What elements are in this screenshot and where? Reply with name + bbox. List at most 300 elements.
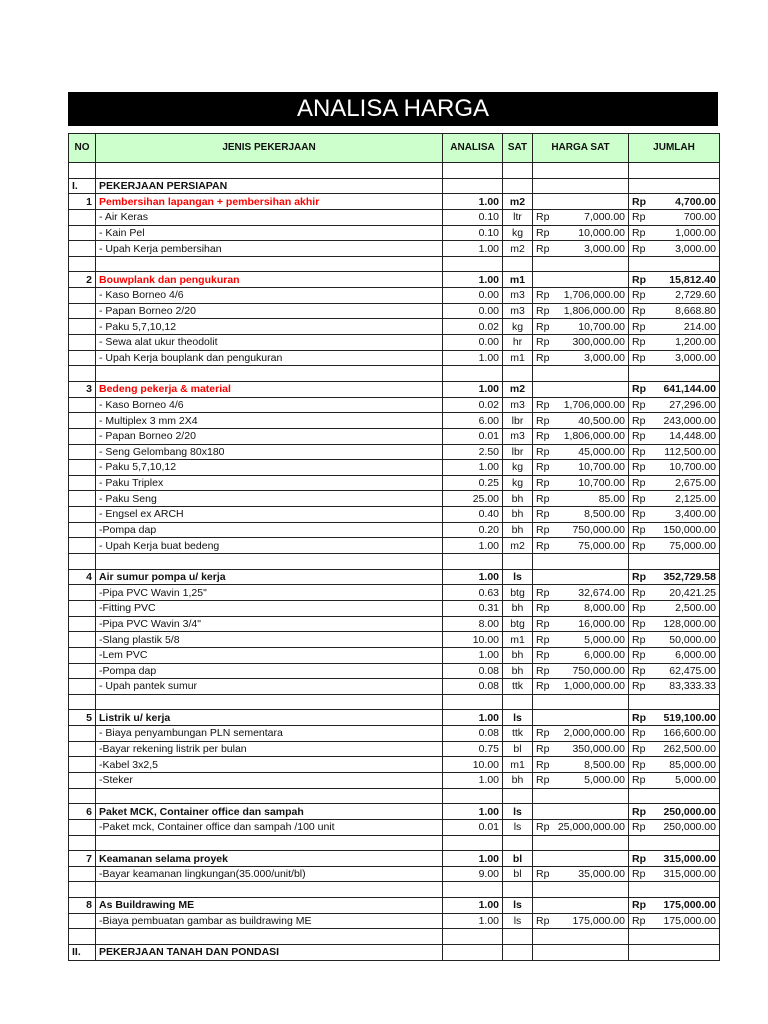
cell-jumlah[interactable] — [629, 647, 720, 663]
cell-jenis[interactable]: Air sumur pompa u/ kerja — [96, 569, 443, 585]
empty-cell[interactable] — [69, 163, 96, 179]
cell-jumlah[interactable] — [629, 600, 720, 616]
cell-analisa[interactable]: 0.00 — [443, 335, 503, 351]
cell-sat[interactable]: m1 — [503, 350, 533, 366]
empty-cell[interactable] — [69, 772, 96, 788]
empty-cell[interactable] — [443, 554, 503, 570]
cell-jumlah[interactable] — [629, 741, 720, 757]
cell-harga[interactable] — [533, 288, 629, 304]
cell-harga[interactable] — [533, 913, 629, 929]
empty-cell[interactable] — [443, 366, 503, 382]
cell-jenis[interactable]: - Biaya penyambungan PLN sementara — [96, 726, 443, 742]
cell-harga[interactable] — [533, 507, 629, 523]
cell-harga[interactable] — [533, 585, 629, 601]
cell-jumlah[interactable] — [629, 413, 720, 429]
cell-jenis[interactable]: - Multiplex 3 mm 2X4 — [96, 413, 443, 429]
empty-cell[interactable] — [443, 945, 503, 961]
empty-cell[interactable] — [443, 163, 503, 179]
empty-cell[interactable] — [533, 804, 629, 820]
cell-sat[interactable]: ls — [503, 898, 533, 914]
cell-analisa[interactable]: 8.00 — [443, 616, 503, 632]
cell-analisa[interactable]: 1.00 — [443, 772, 503, 788]
cell-harga[interactable] — [533, 319, 629, 335]
empty-cell[interactable] — [629, 882, 720, 898]
cell-jumlah[interactable] — [629, 819, 720, 835]
cell-harga[interactable] — [533, 209, 629, 225]
cell-jumlah[interactable] — [629, 397, 720, 413]
cell-jenis[interactable]: - Upah Kerja bouplank dan pengukuran — [96, 350, 443, 366]
cell-analisa[interactable]: 0.40 — [443, 507, 503, 523]
empty-cell[interactable] — [503, 835, 533, 851]
cell-jenis[interactable]: -Bayar keamanan lingkungan(35.000/unit/bl) — [96, 866, 443, 882]
cell-harga[interactable] — [533, 726, 629, 742]
cell-jumlah[interactable] — [629, 444, 720, 460]
cell-jumlah[interactable] — [629, 866, 720, 882]
empty-cell[interactable] — [503, 163, 533, 179]
cell-analisa[interactable]: 0.00 — [443, 303, 503, 319]
empty-cell[interactable] — [533, 929, 629, 945]
cell-sat[interactable]: ttk — [503, 679, 533, 695]
cell-no[interactable]: 7 — [69, 851, 96, 867]
cell-jenis[interactable]: - Upah Kerja pembersihan — [96, 241, 443, 257]
cell-jumlah[interactable] — [629, 460, 720, 476]
empty-cell[interactable] — [503, 929, 533, 945]
cell-jenis[interactable]: -Bayar rekening listrik per bulan — [96, 741, 443, 757]
empty-cell[interactable] — [629, 554, 720, 570]
cell-jenis[interactable]: - Engsel ex ARCH — [96, 507, 443, 523]
cell-sat[interactable]: kg — [503, 319, 533, 335]
empty-cell[interactable] — [69, 444, 96, 460]
cell-no[interactable]: 2 — [69, 272, 96, 288]
cell-sat[interactable]: m3 — [503, 288, 533, 304]
cell-harga[interactable] — [533, 757, 629, 773]
cell-analisa[interactable]: 9.00 — [443, 866, 503, 882]
cell-harga[interactable] — [533, 303, 629, 319]
cell-sat[interactable]: ls — [503, 913, 533, 929]
cell-jumlah[interactable] — [629, 428, 720, 444]
cell-sat[interactable]: ls — [503, 804, 533, 820]
cell-jumlah[interactable] — [629, 507, 720, 523]
cell-jenis[interactable]: - Kain Pel — [96, 225, 443, 241]
cell-harga[interactable] — [533, 225, 629, 241]
cell-jenis[interactable]: -Steker — [96, 772, 443, 788]
cell-harga[interactable] — [533, 632, 629, 648]
cell-jenis[interactable]: - Upah Kerja buat bedeng — [96, 538, 443, 554]
empty-cell[interactable] — [69, 507, 96, 523]
cell-jumlah[interactable] — [629, 303, 720, 319]
cell-harga[interactable] — [533, 491, 629, 507]
cell-analisa[interactable]: 0.00 — [443, 288, 503, 304]
cell-jenis[interactable]: Pembersihan lapangan + pembersihan akhir — [96, 194, 443, 210]
cell-sat[interactable]: bh — [503, 663, 533, 679]
cell-analisa[interactable]: 1.00 — [443, 272, 503, 288]
cell-sat[interactable]: btg — [503, 616, 533, 632]
cell-sat[interactable]: bh — [503, 507, 533, 523]
cell-analisa[interactable]: 2.50 — [443, 444, 503, 460]
cell-jumlah[interactable] — [629, 913, 720, 929]
cell-analisa[interactable]: 6.00 — [443, 413, 503, 429]
cell-sat[interactable]: m3 — [503, 397, 533, 413]
cell-jenis[interactable]: - Sewa alat ukur theodolit — [96, 335, 443, 351]
cell-no[interactable]: 1 — [69, 194, 96, 210]
empty-cell[interactable] — [503, 366, 533, 382]
cell-jenis[interactable]: -Pompa dap — [96, 522, 443, 538]
cell-jumlah[interactable] — [629, 569, 720, 585]
cell-jenis[interactable]: -Pipa PVC Wavin 1,25" — [96, 585, 443, 601]
cell-harga[interactable] — [533, 679, 629, 695]
cell-jumlah[interactable] — [629, 898, 720, 914]
cell-harga[interactable] — [533, 538, 629, 554]
cell-sat[interactable]: kg — [503, 475, 533, 491]
cell-jumlah[interactable] — [629, 272, 720, 288]
empty-cell[interactable] — [533, 788, 629, 804]
empty-cell[interactable] — [69, 491, 96, 507]
cell-jenis[interactable]: - Seng Gelombang 80x180 — [96, 444, 443, 460]
cell-analisa[interactable]: 1.00 — [443, 647, 503, 663]
cell-jumlah[interactable] — [629, 475, 720, 491]
empty-cell[interactable] — [503, 178, 533, 194]
cell-sat[interactable]: ls — [503, 710, 533, 726]
empty-cell[interactable] — [69, 882, 96, 898]
cell-sat[interactable]: btg — [503, 585, 533, 601]
empty-cell[interactable] — [69, 585, 96, 601]
cell-analisa[interactable]: 0.75 — [443, 741, 503, 757]
cell-jumlah[interactable] — [629, 726, 720, 742]
empty-cell[interactable] — [69, 209, 96, 225]
cell-harga[interactable] — [533, 772, 629, 788]
empty-cell[interactable] — [96, 929, 443, 945]
cell-jumlah[interactable] — [629, 663, 720, 679]
cell-analisa[interactable]: 1.00 — [443, 913, 503, 929]
empty-cell[interactable] — [69, 303, 96, 319]
cell-analisa[interactable]: 25.00 — [443, 491, 503, 507]
cell-sat[interactable]: lbr — [503, 413, 533, 429]
cell-sat[interactable]: bh — [503, 600, 533, 616]
cell-no[interactable]: 8 — [69, 898, 96, 914]
empty-cell[interactable] — [69, 460, 96, 476]
cell-sat[interactable]: ls — [503, 819, 533, 835]
empty-cell[interactable] — [96, 788, 443, 804]
cell-sat[interactable]: ltr — [503, 209, 533, 225]
empty-cell[interactable] — [533, 178, 629, 194]
cell-sat[interactable]: kg — [503, 225, 533, 241]
empty-cell[interactable] — [629, 929, 720, 945]
cell-harga[interactable] — [533, 616, 629, 632]
cell-analisa[interactable]: 1.00 — [443, 460, 503, 476]
cell-jumlah[interactable] — [629, 616, 720, 632]
cell-no[interactable]: 4 — [69, 569, 96, 585]
cell-jumlah[interactable] — [629, 710, 720, 726]
cell-sat[interactable]: bl — [503, 866, 533, 882]
empty-cell[interactable] — [96, 256, 443, 272]
cell-jumlah[interactable] — [629, 241, 720, 257]
cell-sat[interactable]: m3 — [503, 428, 533, 444]
cell-jumlah[interactable] — [629, 679, 720, 695]
cell-sat[interactable]: lbr — [503, 444, 533, 460]
empty-cell[interactable] — [69, 835, 96, 851]
empty-cell[interactable] — [503, 945, 533, 961]
cell-jenis[interactable]: -Kabel 3x2,5 — [96, 757, 443, 773]
cell-jenis[interactable]: Paket MCK, Container office dan sampah — [96, 804, 443, 820]
cell-harga[interactable] — [533, 397, 629, 413]
empty-cell[interactable] — [69, 522, 96, 538]
cell-jenis[interactable]: - Kaso Borneo 4/6 — [96, 288, 443, 304]
empty-cell[interactable] — [69, 632, 96, 648]
empty-cell[interactable] — [69, 929, 96, 945]
empty-cell[interactable] — [443, 788, 503, 804]
cell-jumlah[interactable] — [629, 632, 720, 648]
empty-cell[interactable] — [69, 288, 96, 304]
cell-jumlah[interactable] — [629, 491, 720, 507]
empty-cell[interactable] — [503, 694, 533, 710]
cell-jenis[interactable]: -Slang plastik 5/8 — [96, 632, 443, 648]
cell-jenis[interactable]: - Paku 5,7,10,12 — [96, 319, 443, 335]
empty-cell[interactable] — [533, 882, 629, 898]
empty-cell[interactable] — [533, 851, 629, 867]
cell-jenis[interactable]: PEKERJAAN TANAH DAN PONDASI — [96, 945, 443, 961]
empty-cell[interactable] — [69, 600, 96, 616]
cell-analisa[interactable]: 0.01 — [443, 819, 503, 835]
cell-harga[interactable] — [533, 819, 629, 835]
cell-jumlah[interactable] — [629, 288, 720, 304]
cell-jenis[interactable]: As Buildrawing ME — [96, 898, 443, 914]
empty-cell[interactable] — [533, 272, 629, 288]
cell-harga[interactable] — [533, 428, 629, 444]
empty-cell[interactable] — [503, 256, 533, 272]
cell-harga[interactable] — [533, 413, 629, 429]
cell-analisa[interactable]: 1.00 — [443, 710, 503, 726]
cell-jumlah[interactable] — [629, 194, 720, 210]
cell-harga[interactable] — [533, 444, 629, 460]
cell-harga[interactable] — [533, 350, 629, 366]
empty-cell[interactable] — [443, 256, 503, 272]
cell-harga[interactable] — [533, 460, 629, 476]
empty-cell[interactable] — [503, 554, 533, 570]
cell-jumlah[interactable] — [629, 209, 720, 225]
cell-jenis[interactable]: - Upah pantek sumur — [96, 679, 443, 695]
empty-cell[interactable] — [629, 694, 720, 710]
cell-analisa[interactable]: 1.00 — [443, 851, 503, 867]
empty-cell[interactable] — [69, 225, 96, 241]
empty-cell[interactable] — [69, 413, 96, 429]
empty-cell[interactable] — [69, 741, 96, 757]
empty-cell[interactable] — [69, 538, 96, 554]
empty-cell[interactable] — [629, 256, 720, 272]
empty-cell[interactable] — [69, 428, 96, 444]
empty-cell[interactable] — [629, 163, 720, 179]
cell-jenis[interactable]: Keamanan selama proyek — [96, 851, 443, 867]
cell-sat[interactable]: hr — [503, 335, 533, 351]
cell-harga[interactable] — [533, 475, 629, 491]
cell-jenis[interactable]: - Papan Borneo 2/20 — [96, 428, 443, 444]
cell-harga[interactable] — [533, 600, 629, 616]
cell-jumlah[interactable] — [629, 538, 720, 554]
cell-jenis[interactable]: -Paket mck, Container office dan sampah /100 unit — [96, 819, 443, 835]
cell-jenis[interactable]: Bedeng pekerja & material — [96, 381, 443, 397]
cell-analisa[interactable]: 0.31 — [443, 600, 503, 616]
cell-sat[interactable]: ttk — [503, 726, 533, 742]
cell-sat[interactable]: m2 — [503, 381, 533, 397]
cell-jenis[interactable]: -Lem PVC — [96, 647, 443, 663]
empty-cell[interactable] — [443, 929, 503, 945]
empty-cell[interactable] — [533, 569, 629, 585]
empty-cell[interactable] — [69, 366, 96, 382]
empty-cell[interactable] — [69, 616, 96, 632]
empty-cell[interactable] — [69, 726, 96, 742]
cell-analisa[interactable]: 1.00 — [443, 350, 503, 366]
cell-jenis[interactable]: Listrik u/ kerja — [96, 710, 443, 726]
cell-analisa[interactable]: 0.10 — [443, 209, 503, 225]
cell-analisa[interactable]: 0.08 — [443, 663, 503, 679]
cell-harga[interactable] — [533, 866, 629, 882]
empty-cell[interactable] — [503, 788, 533, 804]
cell-jenis[interactable]: - Paku Seng — [96, 491, 443, 507]
cell-sat[interactable]: m2 — [503, 538, 533, 554]
cell-harga[interactable] — [533, 522, 629, 538]
cell-analisa[interactable]: 0.63 — [443, 585, 503, 601]
cell-jumlah[interactable] — [629, 757, 720, 773]
empty-cell[interactable] — [503, 882, 533, 898]
cell-no[interactable]: 5 — [69, 710, 96, 726]
cell-jumlah[interactable] — [629, 522, 720, 538]
cell-harga[interactable] — [533, 741, 629, 757]
cell-jenis[interactable]: -Pipa PVC Wavin 3/4" — [96, 616, 443, 632]
empty-cell[interactable] — [443, 178, 503, 194]
empty-cell[interactable] — [533, 898, 629, 914]
cell-analisa[interactable]: 1.00 — [443, 569, 503, 585]
empty-cell[interactable] — [443, 882, 503, 898]
empty-cell[interactable] — [96, 554, 443, 570]
cell-jumlah[interactable] — [629, 804, 720, 820]
empty-cell[interactable] — [533, 710, 629, 726]
empty-cell[interactable] — [629, 835, 720, 851]
cell-analisa[interactable]: 10.00 — [443, 757, 503, 773]
cell-analisa[interactable]: 0.20 — [443, 522, 503, 538]
cell-harga[interactable] — [533, 647, 629, 663]
cell-harga[interactable] — [533, 241, 629, 257]
cell-no[interactable]: 6 — [69, 804, 96, 820]
cell-jumlah[interactable] — [629, 851, 720, 867]
empty-cell[interactable] — [629, 945, 720, 961]
empty-cell[interactable] — [96, 835, 443, 851]
cell-harga[interactable] — [533, 335, 629, 351]
empty-cell[interactable] — [533, 163, 629, 179]
empty-cell[interactable] — [96, 163, 443, 179]
empty-cell[interactable] — [629, 788, 720, 804]
cell-analisa[interactable]: 1.00 — [443, 898, 503, 914]
empty-cell[interactable] — [69, 335, 96, 351]
cell-jumlah[interactable] — [629, 225, 720, 241]
empty-cell[interactable] — [533, 554, 629, 570]
cell-analisa[interactable]: 10.00 — [443, 632, 503, 648]
cell-sat[interactable]: bh — [503, 522, 533, 538]
cell-analisa[interactable]: 1.00 — [443, 241, 503, 257]
empty-cell[interactable] — [69, 256, 96, 272]
empty-cell[interactable] — [69, 913, 96, 929]
empty-cell[interactable] — [533, 366, 629, 382]
cell-jumlah[interactable] — [629, 585, 720, 601]
cell-sat[interactable]: bh — [503, 772, 533, 788]
cell-analisa[interactable]: 1.00 — [443, 804, 503, 820]
empty-cell[interactable] — [629, 366, 720, 382]
empty-cell[interactable] — [69, 788, 96, 804]
cell-no[interactable]: I. — [69, 178, 96, 194]
cell-jumlah[interactable] — [629, 335, 720, 351]
cell-sat[interactable]: ls — [503, 569, 533, 585]
cell-jenis[interactable]: -Fitting PVC — [96, 600, 443, 616]
empty-cell[interactable] — [96, 694, 443, 710]
empty-cell[interactable] — [69, 241, 96, 257]
cell-sat[interactable]: bh — [503, 647, 533, 663]
cell-sat[interactable]: m2 — [503, 241, 533, 257]
cell-analisa[interactable]: 0.02 — [443, 319, 503, 335]
cell-analisa[interactable]: 0.02 — [443, 397, 503, 413]
cell-jenis[interactable]: Bouwplank dan pengukuran — [96, 272, 443, 288]
cell-jumlah[interactable] — [629, 772, 720, 788]
empty-cell[interactable] — [69, 554, 96, 570]
empty-cell[interactable] — [69, 694, 96, 710]
cell-sat[interactable]: m1 — [503, 757, 533, 773]
cell-jenis[interactable]: - Paku Triplex — [96, 475, 443, 491]
empty-cell[interactable] — [96, 882, 443, 898]
cell-jumlah[interactable] — [629, 319, 720, 335]
empty-cell[interactable] — [69, 866, 96, 882]
cell-jenis[interactable]: -Biaya pembuatan gambar as buildrawing ME — [96, 913, 443, 929]
empty-cell[interactable] — [69, 397, 96, 413]
empty-cell[interactable] — [69, 679, 96, 695]
cell-sat[interactable]: m1 — [503, 632, 533, 648]
empty-cell[interactable] — [533, 256, 629, 272]
empty-cell[interactable] — [443, 694, 503, 710]
cell-jenis[interactable]: -Pompa dap — [96, 663, 443, 679]
cell-sat[interactable]: bl — [503, 851, 533, 867]
cell-jumlah[interactable] — [629, 350, 720, 366]
empty-cell[interactable] — [96, 366, 443, 382]
cell-jumlah[interactable] — [629, 381, 720, 397]
empty-cell[interactable] — [69, 319, 96, 335]
empty-cell[interactable] — [533, 835, 629, 851]
cell-sat[interactable]: m1 — [503, 272, 533, 288]
empty-cell[interactable] — [69, 663, 96, 679]
cell-jenis[interactable]: - Air Keras — [96, 209, 443, 225]
cell-analisa[interactable]: 1.00 — [443, 381, 503, 397]
cell-jenis[interactable]: - Kaso Borneo 4/6 — [96, 397, 443, 413]
empty-cell[interactable] — [69, 475, 96, 491]
empty-cell[interactable] — [443, 835, 503, 851]
cell-harga[interactable] — [533, 663, 629, 679]
cell-jenis[interactable]: PEKERJAAN PERSIAPAN — [96, 178, 443, 194]
empty-cell[interactable] — [69, 819, 96, 835]
cell-analisa[interactable]: 0.10 — [443, 225, 503, 241]
cell-sat[interactable]: m3 — [503, 303, 533, 319]
cell-analisa[interactable]: 0.08 — [443, 679, 503, 695]
cell-analisa[interactable]: 1.00 — [443, 194, 503, 210]
cell-no[interactable]: 3 — [69, 381, 96, 397]
cell-analisa[interactable]: 0.25 — [443, 475, 503, 491]
cell-no[interactable]: II. — [69, 945, 96, 961]
empty-cell[interactable] — [69, 647, 96, 663]
cell-sat[interactable]: bl — [503, 741, 533, 757]
cell-analisa[interactable]: 0.08 — [443, 726, 503, 742]
empty-cell[interactable] — [629, 178, 720, 194]
cell-analisa[interactable]: 1.00 — [443, 538, 503, 554]
cell-sat[interactable]: bh — [503, 491, 533, 507]
cell-jenis[interactable]: - Paku 5,7,10,12 — [96, 460, 443, 476]
empty-cell[interactable] — [533, 945, 629, 961]
cell-jenis[interactable]: - Papan Borneo 2/20 — [96, 303, 443, 319]
empty-cell[interactable] — [69, 757, 96, 773]
cell-sat[interactable]: m2 — [503, 194, 533, 210]
